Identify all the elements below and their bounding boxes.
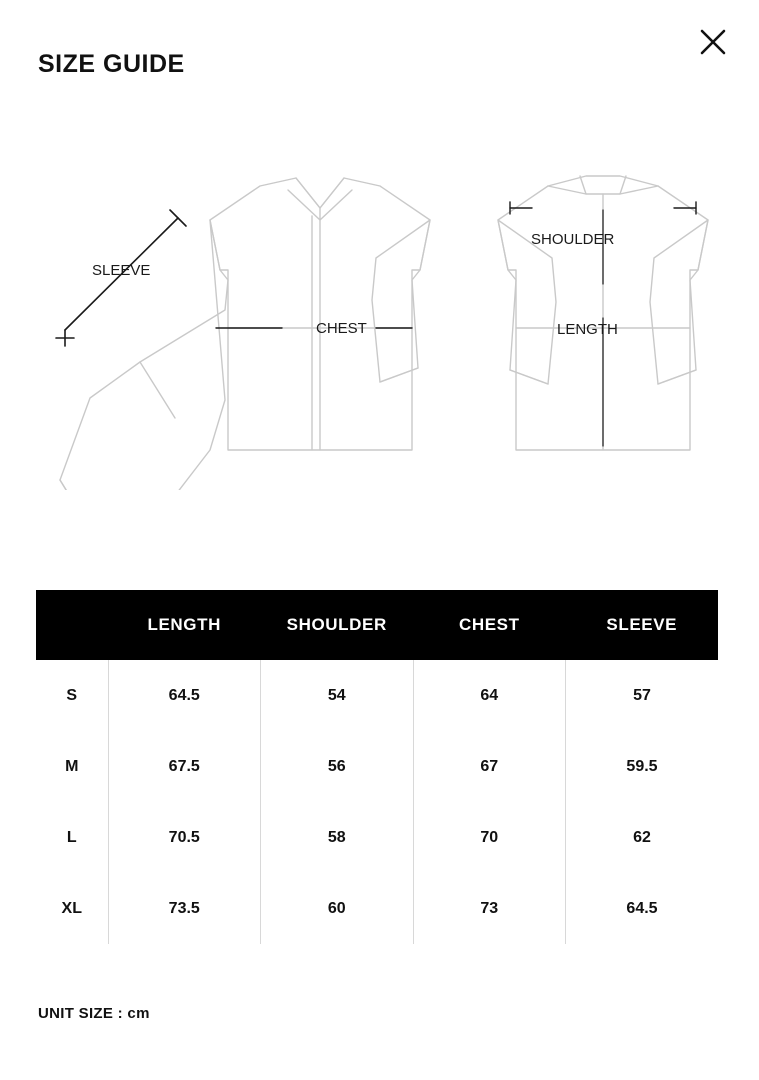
column-header-length: LENGTH bbox=[108, 590, 261, 660]
size-table-head bbox=[36, 590, 718, 660]
size-table-body bbox=[36, 660, 718, 944]
size-table bbox=[36, 590, 718, 944]
column-header-shoulder: SHOULDER bbox=[261, 590, 414, 660]
diagram-label-length: LENGTH bbox=[557, 321, 618, 338]
table-header-row bbox=[36, 590, 718, 660]
cell-shoulder: 54 bbox=[261, 660, 414, 731]
cell-size: M bbox=[36, 731, 108, 802]
close-button[interactable] bbox=[693, 22, 733, 62]
column-header-size bbox=[36, 590, 108, 660]
table-row bbox=[36, 873, 718, 944]
cell-chest: 64 bbox=[413, 660, 566, 731]
table-row bbox=[36, 802, 718, 873]
cell-shoulder: 58 bbox=[261, 802, 414, 873]
cell-sleeve: 64.5 bbox=[566, 873, 719, 944]
cell-size: XL bbox=[36, 873, 108, 944]
cell-shoulder: 56 bbox=[261, 731, 414, 802]
cell-size: S bbox=[36, 660, 108, 731]
close-icon bbox=[697, 26, 729, 58]
cell-length: 70.5 bbox=[108, 802, 261, 873]
cell-sleeve: 62 bbox=[566, 802, 719, 873]
cell-sleeve: 59.5 bbox=[566, 731, 719, 802]
column-header-chest: CHEST bbox=[413, 590, 566, 660]
cell-chest: 67 bbox=[413, 731, 566, 802]
cell-sleeve: 57 bbox=[566, 660, 719, 731]
column-header-sleeve: SLEEVE bbox=[566, 590, 719, 660]
diagram-label-chest: CHEST bbox=[316, 320, 367, 337]
cell-chest: 73 bbox=[413, 873, 566, 944]
cell-length: 67.5 bbox=[108, 731, 261, 802]
size-table-container bbox=[36, 590, 718, 944]
page-title: SIZE GUIDE bbox=[38, 50, 185, 78]
cell-length: 73.5 bbox=[108, 873, 261, 944]
cell-shoulder: 60 bbox=[261, 873, 414, 944]
cell-chest: 70 bbox=[413, 802, 566, 873]
cell-length: 64.5 bbox=[108, 660, 261, 731]
diagram-label-sleeve: SLEEVE bbox=[92, 262, 151, 279]
cell-size: L bbox=[36, 802, 108, 873]
unit-note: UNIT SIZE : cm bbox=[38, 1005, 150, 1022]
table-row bbox=[36, 660, 718, 731]
diagram-label-shoulder: SHOULDER bbox=[531, 231, 615, 248]
garment-diagram bbox=[20, 150, 740, 490]
table-row bbox=[36, 731, 718, 802]
